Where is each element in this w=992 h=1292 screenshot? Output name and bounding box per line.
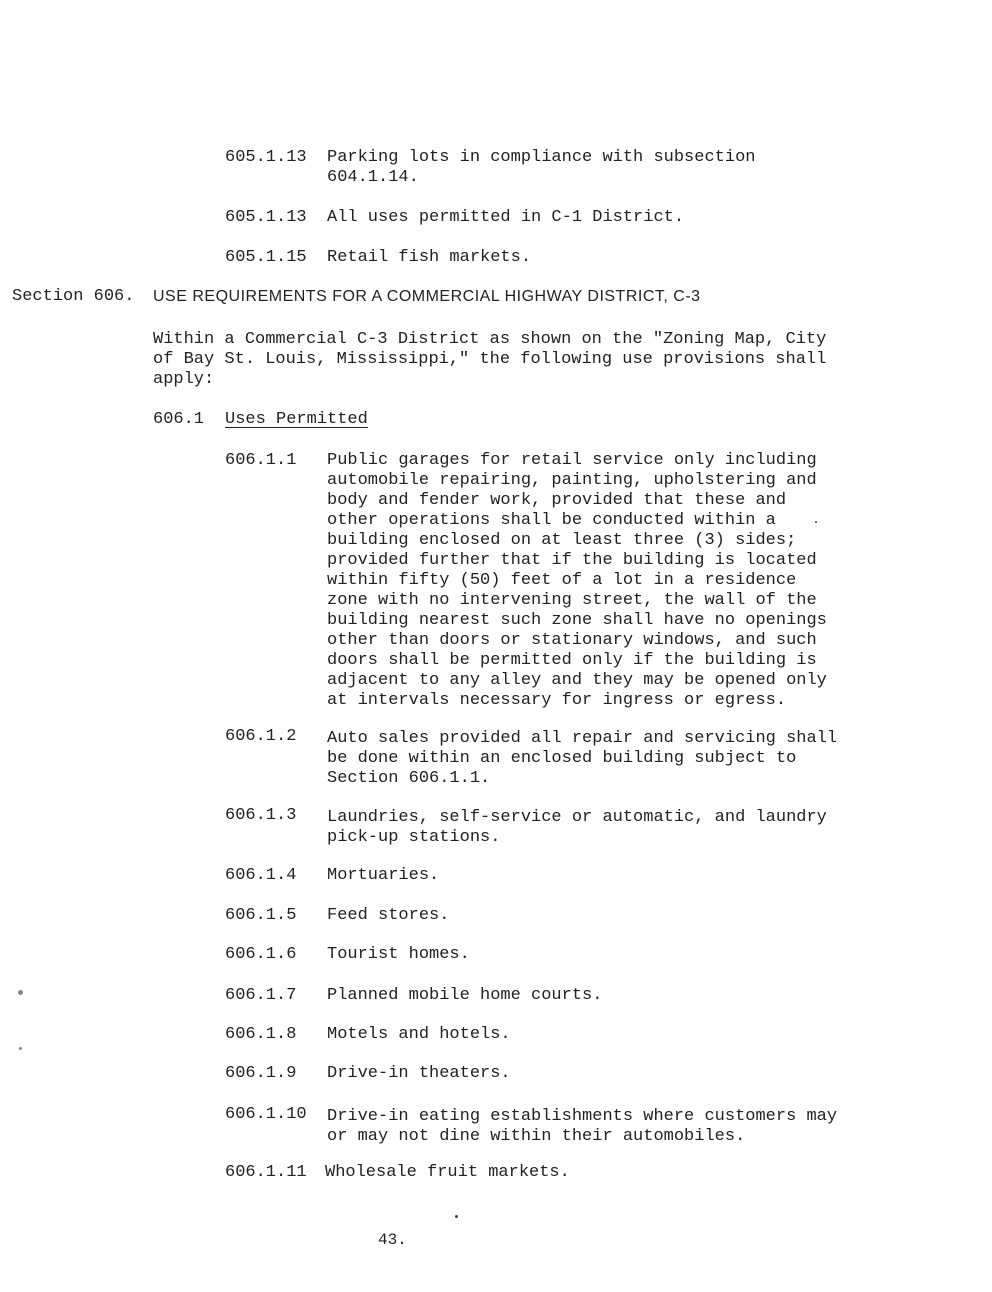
item-number: 606.1.10	[225, 1105, 307, 1124]
item-number: 605.1.13	[225, 148, 307, 167]
item-text: Mortuaries.	[327, 866, 440, 885]
item-text: Public garages for retail service only including automobile repairing, painting, upholstering and body and fender work, provided that these and other operations shall be conducted within a building enclosed on at least three (3) sides; provided further that if the building is located within fifty (50) feet of a lot in a residence zone with no intervening street, the wall of the building nearest such zone shall have no openings other than doors or stationary windows, and such doors shall be permitted only if the building is adjacent to any alley and they may be opened only at intervals necessary for ingress or egress.	[327, 451, 827, 710]
section-heading: USE REQUIREMENTS FOR A COMMERCIAL HIGHWAY DISTRICT, C-3	[153, 288, 701, 305]
item-number: 606.1.1	[225, 451, 297, 470]
section-label: Section 606.	[12, 287, 135, 306]
item-number: 606.1.9	[225, 1064, 297, 1083]
item-text: Tourist homes.	[327, 945, 470, 964]
item-number: 606.1.4	[225, 866, 297, 885]
scan-speck	[455, 1215, 458, 1218]
item-text: Auto sales provided all repair and servicing shall be done within an enclosed building subject to Section 606.1.1.	[327, 729, 838, 788]
section-intro: Within a Commercial C-3 District as shown on the "Zoning Map, City of Bay St. Louis, Mississippi," the following use provisions shall apply:	[153, 330, 827, 389]
item-text: Retail fish markets.	[327, 248, 532, 267]
item-number: 606.1.2	[225, 727, 297, 746]
item-text: Parking lots in compliance with subsection 604.1.14.	[327, 148, 756, 187]
item-text: Laundries, self-service or automatic, and laundry pick-up stations.	[327, 808, 827, 847]
subsection-title: Uses Permitted	[225, 410, 368, 429]
item-number: 606.1.5	[225, 906, 297, 925]
scan-speck	[815, 521, 817, 523]
item-text: Drive-in theaters.	[327, 1064, 511, 1083]
item-text: Drive-in eating establishments where customers may or may not dine within their automobiles.	[327, 1107, 838, 1146]
item-text: All uses permitted in C-1 District.	[327, 208, 685, 227]
item-number: 606.1.6	[225, 945, 297, 964]
scan-speck	[19, 1047, 22, 1050]
item-text: Motels and hotels.	[327, 1025, 511, 1044]
scan-speck	[18, 990, 23, 995]
item-number: 605.1.13	[225, 208, 307, 227]
item-number: 606.1.8	[225, 1025, 297, 1044]
item-text: Wholesale fruit markets.	[325, 1163, 570, 1182]
item-text: Feed stores.	[327, 906, 450, 925]
page-number: 43.	[378, 1231, 407, 1249]
item-number: 606.1.3	[225, 806, 297, 825]
subsection-number: 606.1	[153, 410, 205, 429]
item-text: Planned mobile home courts.	[327, 986, 603, 1005]
item-number: 606.1.7	[225, 986, 297, 1005]
item-number: 606.1.11	[225, 1163, 307, 1182]
item-number: 605.1.15	[225, 248, 307, 267]
